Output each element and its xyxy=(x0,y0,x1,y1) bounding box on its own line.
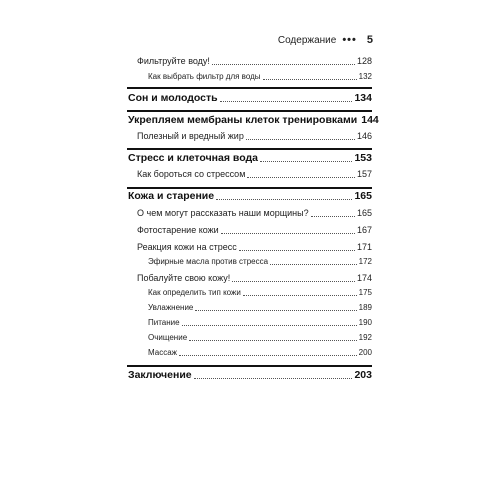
toc-entry-title: Очищение xyxy=(148,333,188,342)
dot-leader xyxy=(239,250,355,251)
toc-entry-title: Побалуйте свою кожу! xyxy=(137,273,231,283)
toc-entry-page: 203 xyxy=(354,369,372,381)
toc-entry-title: Сон и молодость xyxy=(128,92,218,104)
toc-entry-title: Увлажнение xyxy=(148,303,194,312)
toc-entry xyxy=(137,131,372,141)
dot-leader xyxy=(189,340,357,341)
toc-entry-title: Фотостарение кожи xyxy=(137,225,219,235)
toc-chapter-entry xyxy=(128,152,372,164)
toc-entry-page: 189 xyxy=(358,303,372,312)
dot-leader xyxy=(195,310,356,311)
dot-leader xyxy=(221,233,355,234)
toc-entry xyxy=(137,208,372,218)
toc-entry-page: 165 xyxy=(354,190,372,202)
toc-entry xyxy=(137,169,372,179)
toc-entry-page: 200 xyxy=(358,348,372,357)
dot-leader xyxy=(220,101,353,102)
toc-entry xyxy=(148,303,372,312)
toc-entry xyxy=(148,348,372,357)
toc-entry xyxy=(148,318,372,327)
dot-leader xyxy=(179,355,357,356)
toc-entry-title: Как бороться со стрессом xyxy=(137,169,246,179)
toc-entry-page: 174 xyxy=(356,273,372,283)
section-rule xyxy=(127,187,372,189)
toc-entry xyxy=(148,72,372,81)
toc-entry-page: 128 xyxy=(356,56,372,66)
toc-entry-page: 132 xyxy=(358,72,372,81)
dot-leader xyxy=(182,325,357,326)
dot-leader xyxy=(194,378,353,379)
toc-entry-title: Реакция кожи на стресс xyxy=(137,242,237,252)
toc-entry-page: 171 xyxy=(356,242,372,252)
toc-entry-page: 192 xyxy=(358,333,372,342)
toc-entry-title: Эфирные масла против стресса xyxy=(148,257,269,266)
toc-entry xyxy=(137,56,372,66)
toc-entry-page: 165 xyxy=(356,208,372,218)
toc-entry-title: Массаж xyxy=(148,348,178,357)
toc-chapter-entry xyxy=(128,369,372,381)
dot-leader xyxy=(260,161,352,162)
page-number: 5 xyxy=(366,34,373,46)
toc-entry-page: 172 xyxy=(358,257,372,266)
dot-leader xyxy=(232,281,355,282)
running-header xyxy=(278,34,373,46)
toc-entry xyxy=(148,288,372,297)
toc-entry-page: 167 xyxy=(356,225,372,235)
dot-leader xyxy=(263,79,357,80)
toc-entry-title: Как определить тип кожи xyxy=(148,288,241,297)
section-rule xyxy=(127,110,372,112)
toc-entry-title: Как выбрать фильтр для воды xyxy=(148,72,261,81)
toc-entry-title: Полезный и вредный жир xyxy=(137,131,244,141)
dot-leader xyxy=(243,295,357,296)
dot-leader xyxy=(246,139,355,140)
section-rule xyxy=(127,87,372,89)
toc-entry-page: 134 xyxy=(354,92,372,104)
toc-entry-title: Стресс и клеточная вода xyxy=(128,152,258,164)
toc-entry-title: Фильтруйте воду! xyxy=(137,56,210,66)
toc-entry-title: О чем могут рассказать наши морщины? xyxy=(137,208,309,218)
toc-entry-page: 190 xyxy=(358,318,372,327)
toc-entry-title: Кожа и старение xyxy=(128,190,215,202)
dot-leader xyxy=(247,177,355,178)
toc-entry-page: 157 xyxy=(356,169,372,179)
toc-entry-title: Укрепляем мембраны клеток тренировками xyxy=(128,114,358,126)
header-dots: ••• xyxy=(342,34,357,46)
toc-chapter-entry xyxy=(128,92,372,104)
section-title: Содержание xyxy=(277,34,337,46)
toc-entry-page: 175 xyxy=(358,288,372,297)
toc-entry-page: 153 xyxy=(354,152,372,164)
dot-leader xyxy=(270,264,357,265)
dot-leader xyxy=(212,64,355,65)
toc-entry-page: 144 xyxy=(361,114,379,126)
dot-leader xyxy=(216,199,352,200)
toc-entry-page: 146 xyxy=(356,131,372,141)
toc-entry-title: Заключение xyxy=(128,369,192,381)
toc-entry xyxy=(137,225,372,235)
section-rule xyxy=(127,148,372,150)
toc-entry xyxy=(148,257,372,266)
section-rule xyxy=(127,365,372,367)
toc-entry-title: Питание xyxy=(148,318,180,327)
toc-chapter-entry xyxy=(128,190,372,202)
toc-entry xyxy=(137,273,372,283)
dot-leader xyxy=(311,216,355,217)
toc-chapter-entry xyxy=(128,114,379,126)
toc-entry xyxy=(137,242,372,252)
toc-entry xyxy=(148,333,372,342)
